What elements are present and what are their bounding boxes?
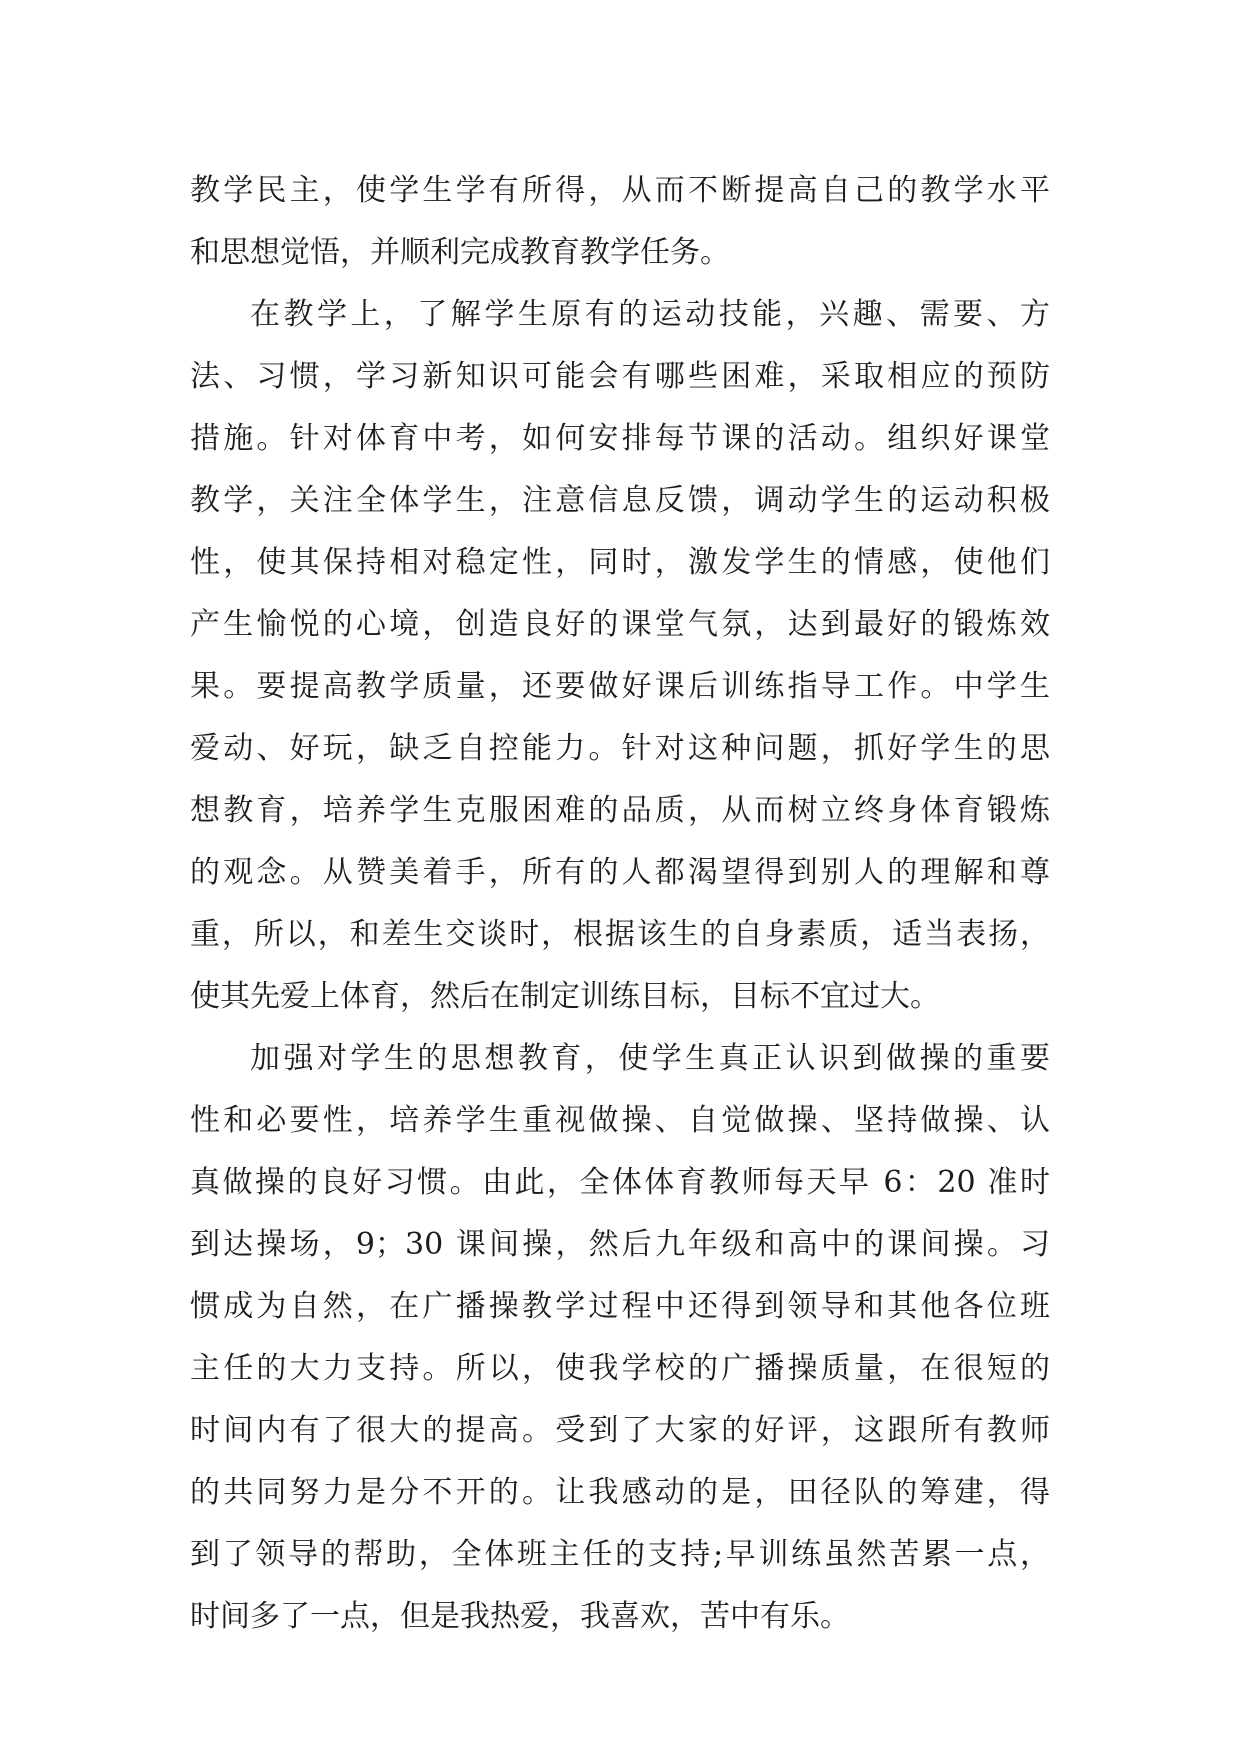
text-line: 的观念。从赞美着手，所有的人都渴望得到别人的理解和尊: [190, 855, 1050, 890]
text-line: 教学，关注全体学生，注意信息反馈，调动学生的运动积极: [190, 483, 1050, 518]
text-line: 使其先爱上体育，然后在制定训练目标，目标不宜过大。: [190, 979, 940, 1014]
text-line: 措施。针对体育中考，如何安排每节课的活动。组织好课堂: [190, 421, 1050, 456]
body-text: [190, 160, 1050, 1648]
text-line: 性，使其保持相对稳定性，同时，激发学生的情感，使他们: [190, 545, 1050, 580]
paragraph-first-line: 在教学上，了解学生原有的运动技能，兴趣、需要、方: [250, 297, 1050, 332]
text-line: 和思想觉悟，并顺利完成教育教学任务。: [190, 235, 730, 270]
text-line: 法、习惯，学习新知识可能会有哪些困难，采取相应的预防: [190, 359, 1050, 394]
text-line: 时间多了一点，但是我热爱，我喜欢，苦中有乐。: [190, 1599, 850, 1634]
text-line: 想教育，培养学生克服困难的品质，从而树立终身体育锻炼: [190, 793, 1050, 828]
text-line: 惯成为自然，在广播操教学过程中还得到领导和其他各位班: [190, 1289, 1050, 1324]
text-line: 主任的大力支持。所以，使我学校的广播操质量，在很短的: [190, 1351, 1050, 1386]
text-line: 真做操的良好习惯。由此，全体体育教师每天早 6：20 准时: [190, 1165, 1050, 1200]
text-line: 爱动、好玩，缺乏自控能力。针对这种问题，抓好学生的思: [190, 731, 1050, 766]
text-line: 重，所以，和差生交谈时，根据该生的自身素质，适当表扬，: [190, 917, 1050, 952]
text-line: 教学民主，使学生学有所得，从而不断提高自己的教学水平: [190, 173, 1050, 208]
paragraph-first-line: 加强对学生的思想教育，使学生真正认识到做操的重要: [250, 1041, 1050, 1076]
text-line: 到达操场，9；30 课间操，然后九年级和高中的课间操。习: [190, 1227, 1050, 1262]
text-line: 果。要提高教学质量，还要做好课后训练指导工作。中学生: [190, 669, 1050, 704]
text-line: 性和必要性，培养学生重视做操、自觉做操、坚持做操、认: [190, 1103, 1050, 1138]
text-line: 到了领导的帮助，全体班主任的支持;早训练虽然苦累一点，: [190, 1537, 1050, 1572]
text-line: 产生愉悦的心境，创造良好的课堂气氛，达到最好的锻炼效: [190, 607, 1050, 642]
text-line: 时间内有了很大的提高。受到了大家的好评，这跟所有教师: [190, 1413, 1050, 1448]
text-line: 的共同努力是分不开的。让我感动的是，田径队的筹建，得: [190, 1475, 1050, 1510]
